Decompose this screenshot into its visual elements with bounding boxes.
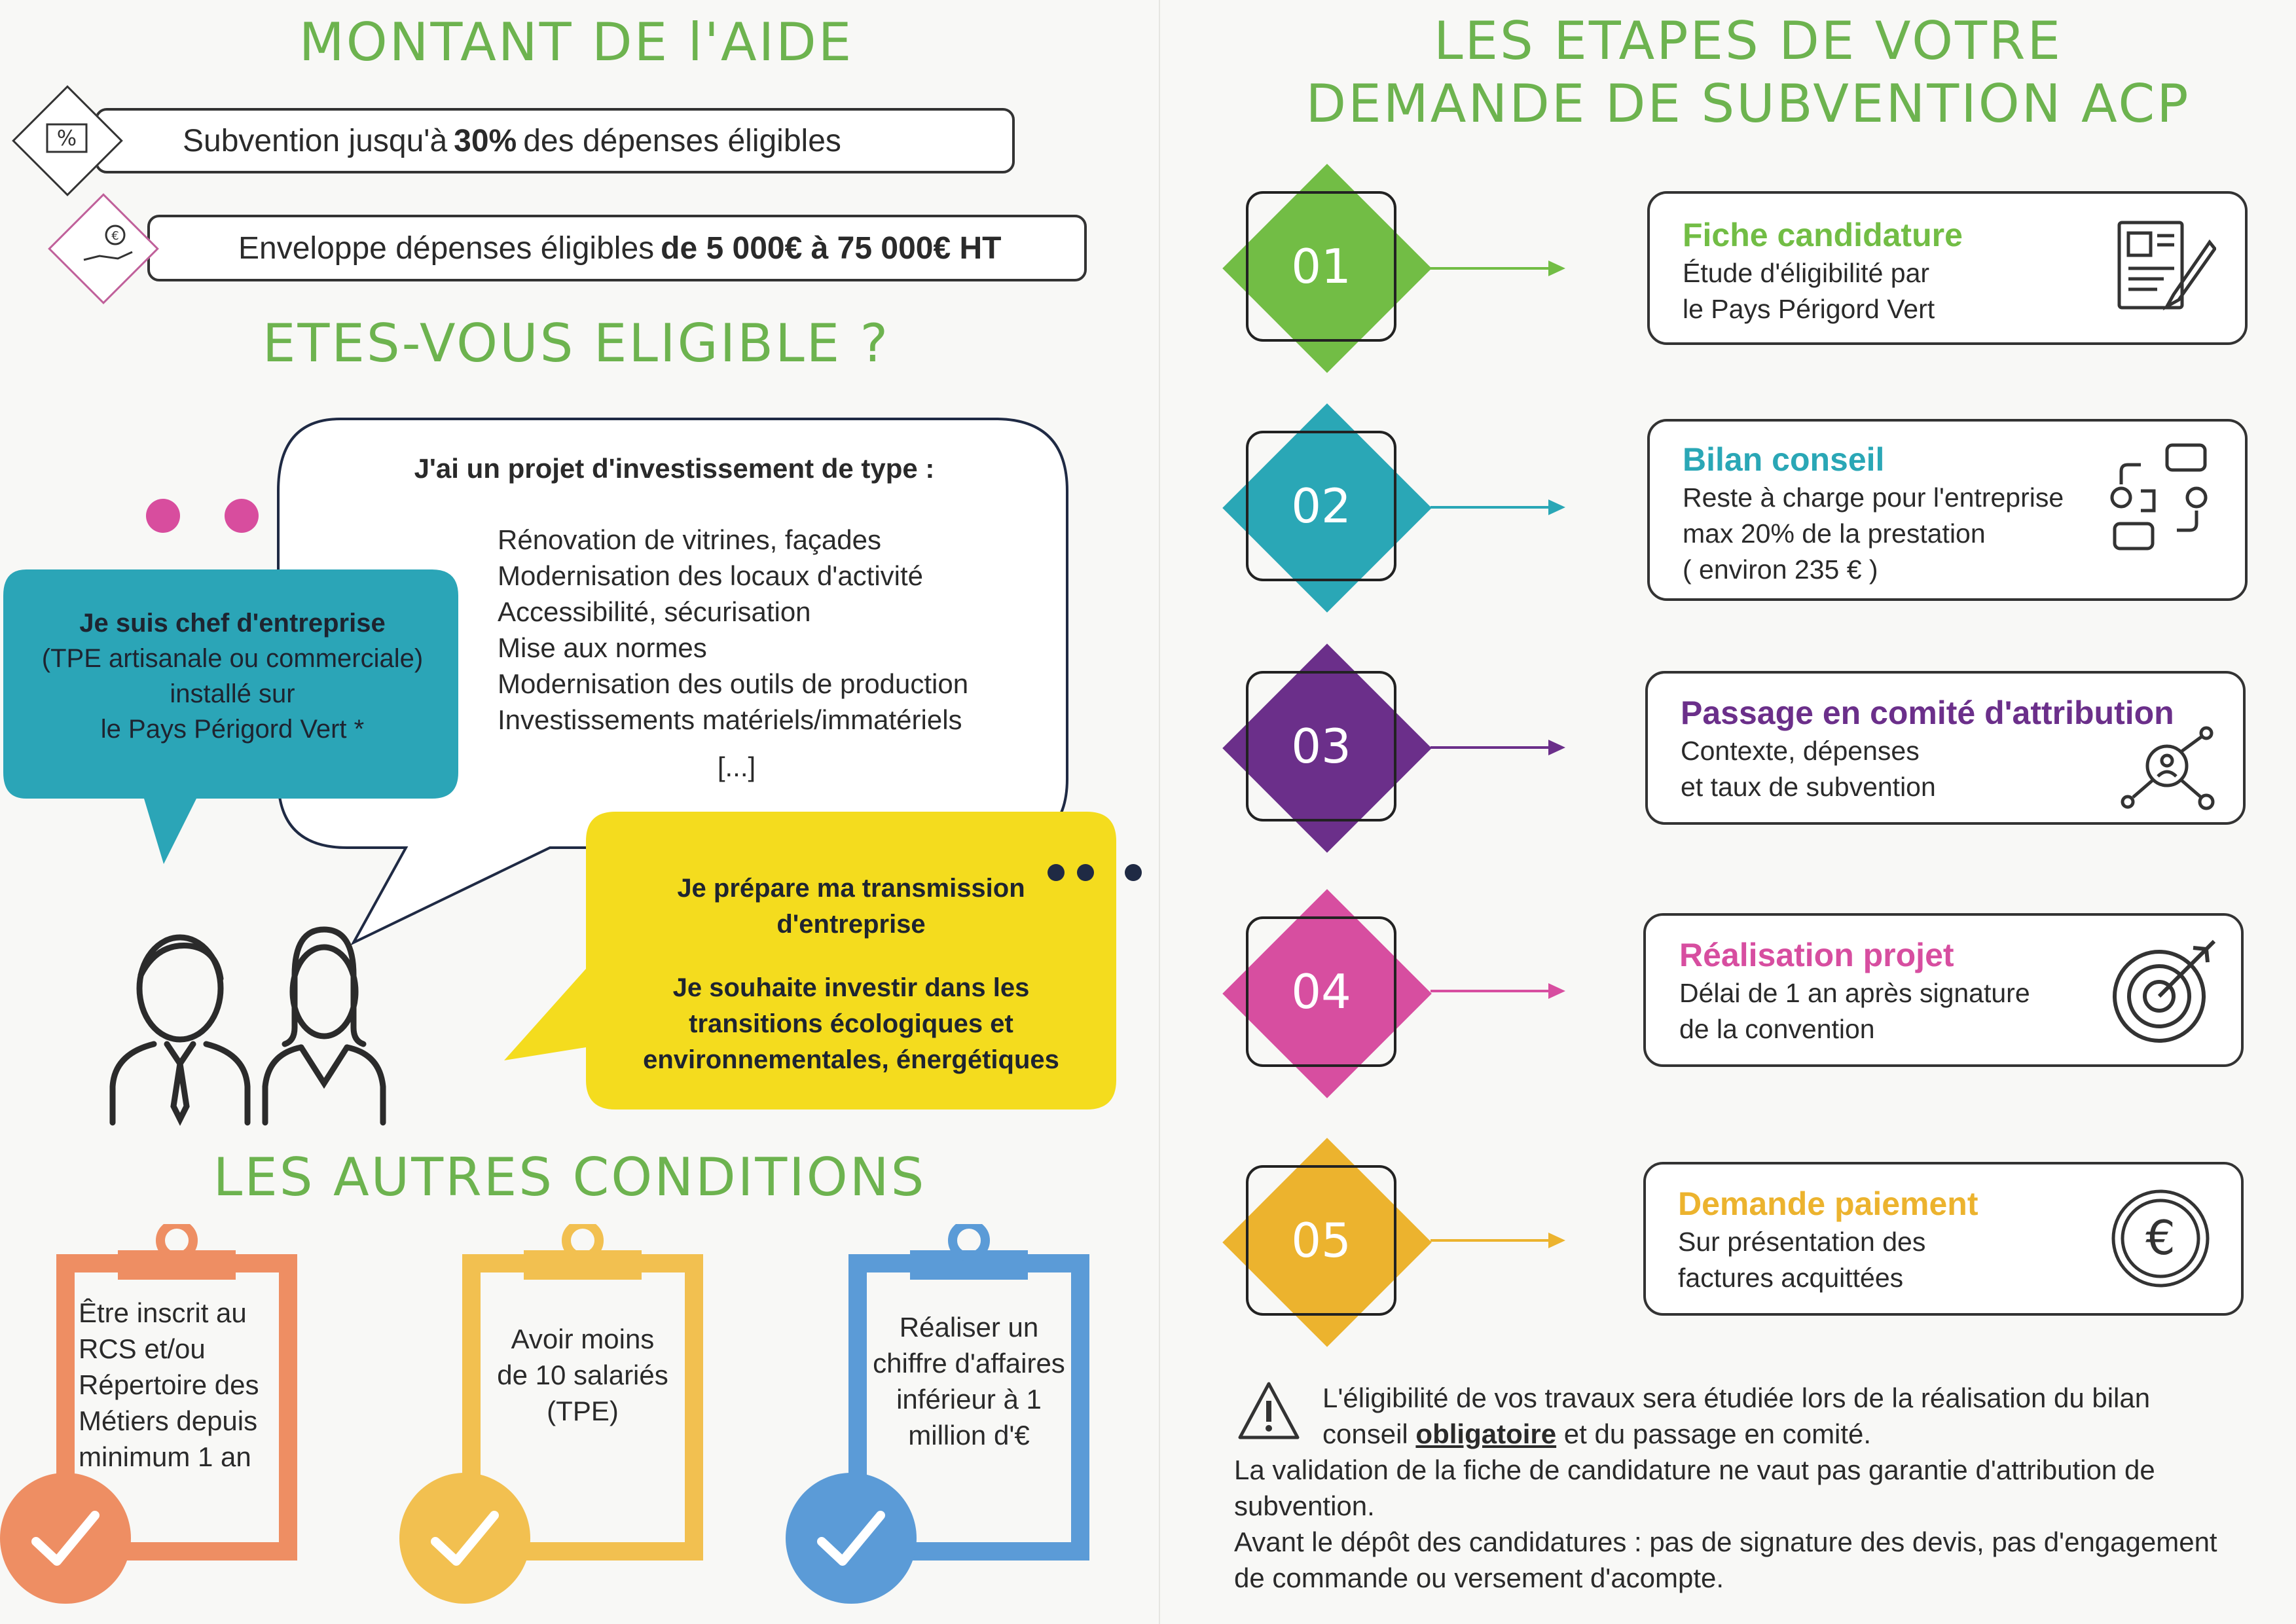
condition-label-1 <box>79 1296 288 1473</box>
checkmark-icon <box>29 1506 101 1571</box>
chef-line4: le Pays Périgord Vert * <box>100 715 365 744</box>
step-arrow-head <box>1548 740 1565 755</box>
step-title: Bilan conseil <box>1683 441 1885 478</box>
step-arrow <box>1430 1239 1552 1242</box>
svg-text:%: % <box>56 126 77 151</box>
step-desc-line: max 20% de la prestation <box>1683 518 1986 549</box>
eligibility-note <box>1234 1380 2275 1596</box>
step-desc-line: Sur présentation des <box>1678 1227 1926 1257</box>
step-desc <box>1679 975 2030 1047</box>
cond3-line: million d'€ <box>908 1420 1030 1451</box>
montant-title: MONTANT DE l'AIDE <box>299 12 854 73</box>
step-arrow-head <box>1548 261 1565 276</box>
step-desc <box>1678 1224 1925 1296</box>
cond2-line: Avoir moins <box>511 1323 655 1354</box>
yellow-p1-line2: d'entreprise <box>776 910 926 939</box>
list-item: Accessibilité, sécurisation <box>498 596 811 627</box>
step-desc-line: et taux de subvention <box>1681 772 1936 802</box>
aide1-suffix: des dépenses éligibles <box>523 123 841 158</box>
step-desc-line: de la convention <box>1679 1014 1875 1044</box>
step-arrow-head <box>1548 499 1565 515</box>
checkmark-icon <box>429 1506 501 1571</box>
step-arrow <box>1430 267 1552 270</box>
cond3-line: Réaliser un <box>899 1312 1039 1343</box>
list-item: Rénovation de vitrines, façades <box>498 524 882 555</box>
transmission-text <box>589 871 1113 1078</box>
euro-coin-icon <box>2108 1185 2216 1293</box>
step-title: Demande paiement <box>1678 1185 1978 1222</box>
condition-label-2 <box>478 1309 687 1440</box>
step-desc-line: Délai de 1 an après signature <box>1679 978 2030 1008</box>
step-title: Passage en comité d'attribution <box>1681 695 2174 731</box>
chef-bold: Je suis chef d'entreprise <box>79 609 386 638</box>
step-number: 03 <box>1246 671 1396 821</box>
step-number: 05 <box>1246 1165 1396 1316</box>
checkmark-icon <box>815 1506 887 1571</box>
business-people-icon <box>105 923 386 1126</box>
step-number: 02 <box>1246 431 1396 581</box>
chef-line2: (TPE artisanale ou commerciale) <box>41 644 424 673</box>
step-number: 04 <box>1246 916 1396 1067</box>
cond3-line: chiffre d'affaires <box>873 1348 1065 1379</box>
cond1-line: Être inscrit au <box>79 1297 247 1328</box>
list-item: Mise aux normes <box>498 632 707 663</box>
cond1-line: minimum 1 an <box>79 1441 251 1472</box>
cond1-line: RCS et/ou <box>79 1333 206 1364</box>
list-item: Investissements matériels/immatériels <box>498 704 962 735</box>
step-desc <box>1683 480 2064 588</box>
step-arrow-head <box>1548 983 1565 999</box>
step-arrow <box>1430 506 1552 509</box>
cond1-line: Répertoire des <box>79 1369 259 1400</box>
step-arrow <box>1430 990 1552 992</box>
cond1-line: Métiers depuis <box>79 1405 258 1436</box>
committee-network-icon <box>2115 720 2219 818</box>
step-desc-line: factures acquittées <box>1678 1263 1904 1293</box>
application-form-icon <box>2111 216 2216 321</box>
step-desc <box>1683 255 1935 327</box>
cond2-line: de 10 salariés <box>497 1359 668 1390</box>
note-line4: subvention. <box>1234 1490 1375 1521</box>
conditions-title: LES AUTRES CONDITIONS <box>213 1147 926 1208</box>
steps-title-line1: LES ETAPES DE VOTRE <box>1433 10 2063 71</box>
aide2-bold: de 5 000€ à 75 000€ HT <box>661 230 1002 266</box>
step-desc <box>1681 733 1936 805</box>
steps-title <box>1277 10 2219 135</box>
cond3-line: inférieur à 1 <box>896 1384 1042 1415</box>
step-title: Réalisation projet <box>1679 937 1954 973</box>
step-desc-line: Étude d'éligibilité par <box>1683 258 1930 288</box>
step-desc-line: ( environ 235 € ) <box>1683 554 1878 585</box>
condition-label-3 <box>858 1306 1080 1456</box>
note-line2-bold: obligatoire <box>1415 1418 1557 1449</box>
step-arrow <box>1430 746 1552 749</box>
step-desc-line: Contexte, dépenses <box>1681 736 1920 766</box>
yellow-p2-line2: transitions écologiques et <box>689 1009 1013 1038</box>
project-more: [...] <box>717 751 756 782</box>
yellow-p2-line3: environnementales, énergétiques <box>643 1045 1059 1074</box>
navy-dot <box>1125 864 1142 881</box>
chef-line3: installé sur <box>170 679 295 708</box>
yellow-p1-line1: Je prépare ma transmission <box>677 874 1025 903</box>
aide1-prefix: Subvention jusqu'à <box>183 123 448 158</box>
step-number: 01 <box>1246 191 1396 342</box>
step-desc-line: le Pays Périgord Vert <box>1683 294 1935 324</box>
note-line6: de commande ou versement d'acompte. <box>1234 1562 1724 1593</box>
svg-text:€: € <box>2145 1210 2176 1265</box>
target-icon <box>2108 936 2219 1047</box>
step-arrow-head <box>1548 1233 1565 1248</box>
aide1-bold: 30% <box>454 123 517 158</box>
project-list <box>498 522 1054 738</box>
note-line1: L'éligibilité de vos travaux sera étudiée lors de la réalisation du bilan <box>1322 1382 2151 1413</box>
list-item: Modernisation des locaux d'activité <box>498 560 924 591</box>
consulting-chat-icon <box>2102 439 2216 553</box>
eligible-title: ETES-VOUS ELIGIBLE ? <box>262 313 890 374</box>
note-line5: Avant le dépôt des candidatures : pas de signature des devis, pas d'engagement <box>1234 1526 2217 1557</box>
cond2-line: (TPE) <box>547 1395 619 1426</box>
note-line2-prefix: conseil <box>1322 1418 1408 1449</box>
page-fold <box>1159 0 1160 1624</box>
step-desc-line: Reste à charge pour l'entreprise <box>1683 482 2064 513</box>
project-heading: J'ai un projet d'investissement de type : <box>414 453 935 484</box>
aide2-prefix: Enveloppe dépenses éligibles <box>238 230 655 266</box>
note-line2 <box>1234 1416 2275 1452</box>
steps-title-line2: DEMANDE DE SUBVENTION ACP <box>1305 73 2191 134</box>
note-line3: La validation de la fiche de candidature ne vaut pas garantie d'attribution de <box>1234 1454 2155 1485</box>
note-line2-suffix: et du passage en comité. <box>1563 1418 1872 1449</box>
svg-text:€: € <box>111 229 119 243</box>
list-item: Modernisation des outils de production <box>498 668 969 699</box>
yellow-p2-line1: Je souhaite investir dans les <box>672 973 1030 1002</box>
step-title: Fiche candidature <box>1683 217 1963 253</box>
chef-bubble-text <box>26 605 439 747</box>
